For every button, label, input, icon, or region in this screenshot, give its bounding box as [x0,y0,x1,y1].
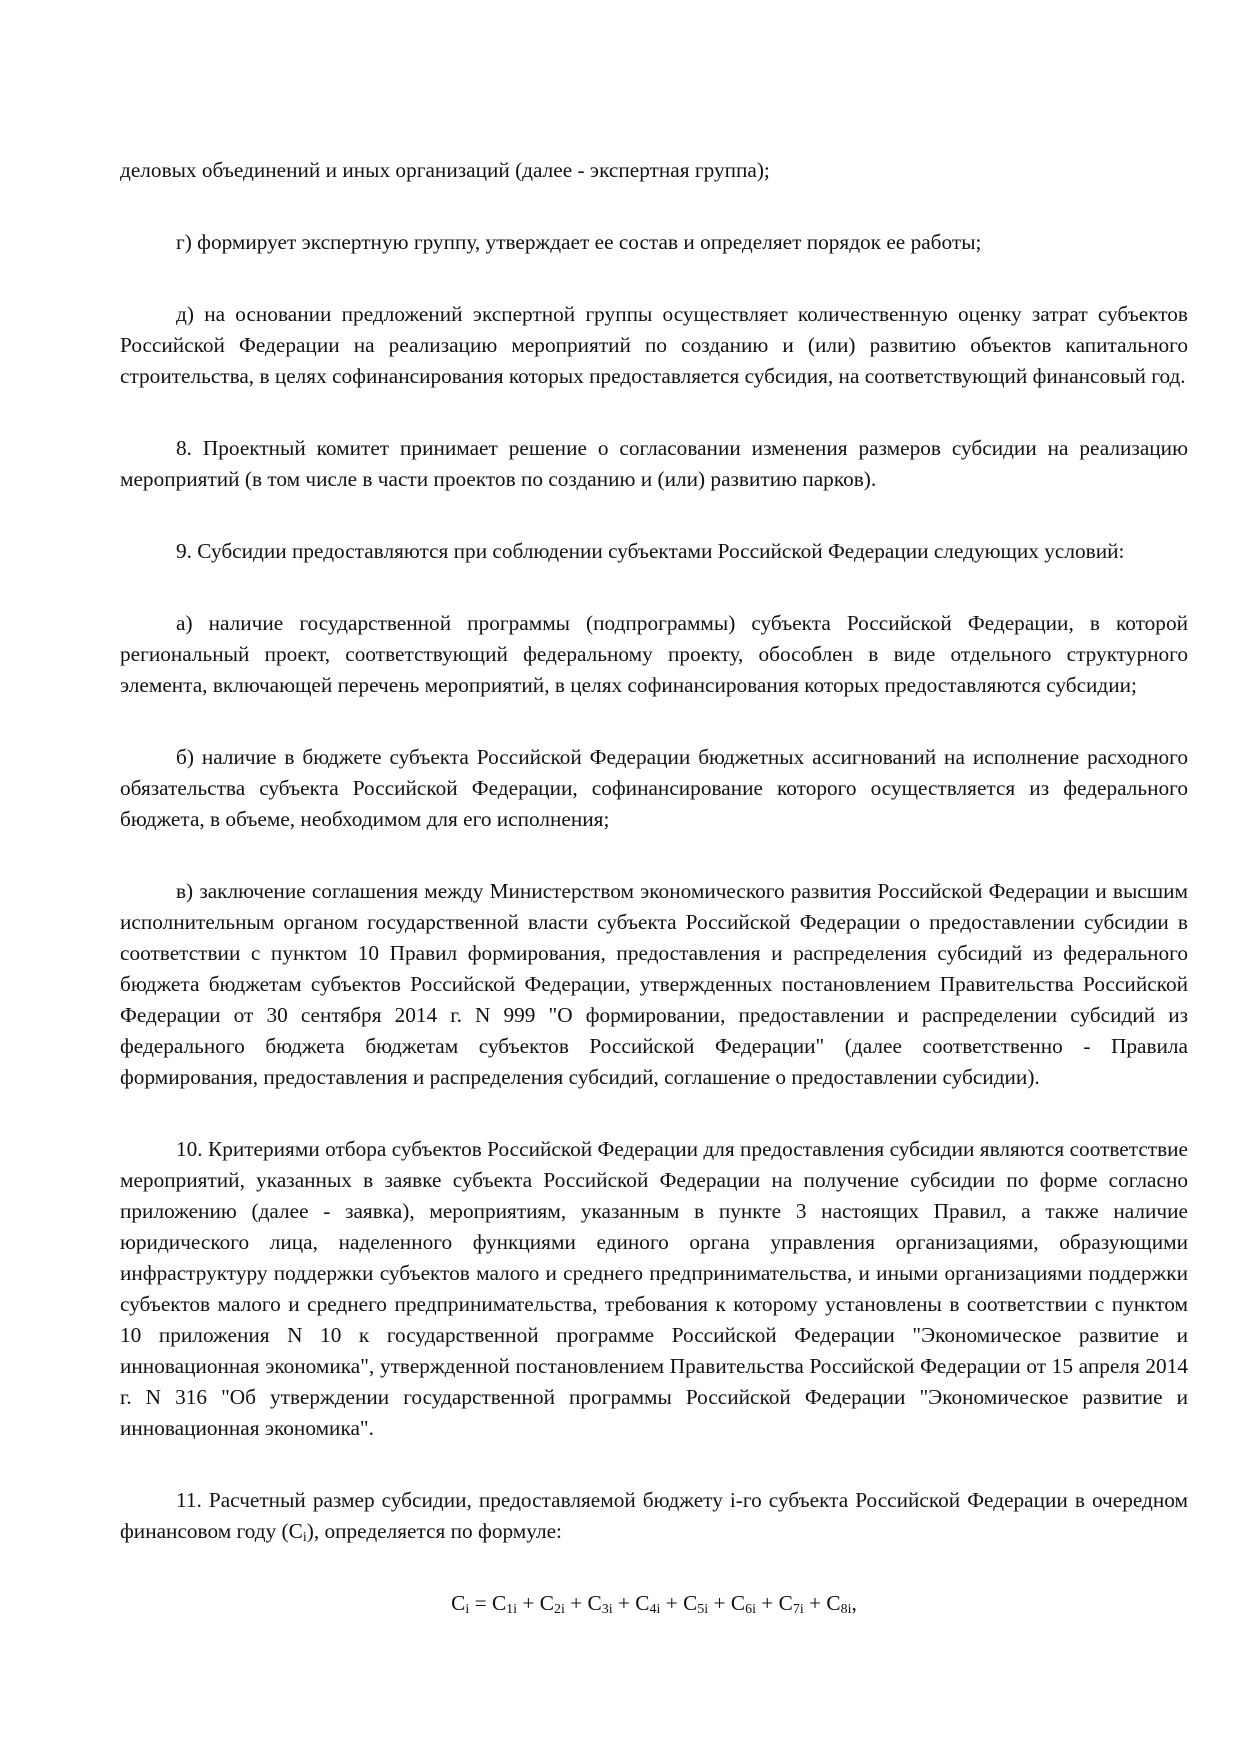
formula-term: C [826,1591,841,1615]
formula-term-sub: 3i [601,1602,613,1617]
formula-plus: + [564,1591,588,1615]
formula-term: C [491,1591,507,1615]
formula-lhs: C [451,1591,466,1615]
paragraph-continuation: деловых объединений и иных организаций (далее - экспертная группа); [120,158,770,182]
formula-plus: + [660,1591,684,1615]
paragraph-10: 10. Критериями отбора субъектов Российской Федерации для предоставления субсидии являются соответствие мероприятий, указанных в заявке субъекта Российской Федерации на получение субсидии по форме согласно приложению (далее - заявка), мероприятиям, указанным в пункте 3 настоящих Правил, а также наличие юридического лица, наделенного функциями единого органа управления организациями, образующими инфраструктуру поддержки субъектов малого и среднего предпринимательства, и иными организациями поддержки субъектов малого и среднего предпринимательства, требования к которому установлены в соответствии с пунктом 10 приложения N 10 к государственной программе Российской Федерации "Экономическое развитие и инновационная экономика", утвержденной постановлением Правительства Российской Федерации от 15 апреля 2014 г. N 316 "Об утверждении государственной программы Российской Федерации "Экономическое развитие и инновационная экономика". [120,1137,1188,1440]
paragraph-11-text-end: ), определяется по формуле: [306,1519,562,1543]
formula-term: C [635,1591,650,1615]
subscript: i [302,1530,307,1545]
formula-plus: + [517,1591,540,1615]
formula-term: C [778,1591,793,1615]
formula-term-sub: 6i [745,1602,756,1617]
formula-term: C [683,1591,698,1615]
paragraph-d: д) на основании предложений экспертной группы осуществляет количественную оценку затрат субъектов Российской Федерации на реализацию мероприятий по созданию и (или) развитию объектов капитального строительства, в целях софинансирования которых предоставляется субсидия, на соответствующий финансовый год. [120,302,1188,388]
paragraph-8: 8. Проектный комитет принимает решение о согласовании изменения размеров субсидии на реализацию мероприятий (в том числе в части проектов по созданию и (или) развитию парков). [120,436,1188,491]
paragraph-9v: в) заключение соглашения между Министерством экономического развития Российской Федерации и высшим исполнительным органом государственной власти субъекта Российской Федерации о предоставлении субсидии в соответствии с пунктом 10 Правил формирования, предоставления и распределения субсидий из федерального бюджета бюджетам субъектов Российской Федерации, утвержденных постановлением Правительства Российской Федерации от 30 сентября 2014 г. N 999 "О формировании, предоставлении и распределении субсидий из федерального бюджета бюджетам субъектов Российской Федерации" (далее соответственно - Правила формирования, предоставления и распределения субсидий, соглашение о предоставлении субсидии). [120,879,1188,1089]
formula-term-sub: 2i [553,1602,565,1617]
formula-plus: + [803,1591,827,1615]
formula-term-sub: 5i [697,1602,709,1617]
formula-term: C [730,1591,746,1615]
formula-term: C [539,1591,554,1615]
formula-end: , [851,1591,857,1615]
formula-plus: + [708,1591,731,1615]
formula [120,1588,1188,1619]
paragraph-11 [120,1485,1188,1547]
paragraph-9: 9. Субсидии предоставляются при соблюдении субъектами Российской Федерации следующих условий: [176,539,1125,563]
paragraph-9a: а) наличие государственной программы (подпрограммы) субъекта Российской Федерации, в которой региональный проект, соответствующий федеральному проекту, обособлен в виде отдельного структурного элемента, включающей перечень мероприятий, в целях софинансирования которых предоставляются субсидии; [120,611,1188,697]
formula-term-sub: 7i [792,1602,804,1617]
formula-lhs-sub: i [465,1602,470,1617]
formula-plus: + [755,1591,779,1615]
formula-term: C [587,1591,602,1615]
paragraph-g: г) формирует экспертную группу, утверждает ее состав и определяет порядок ее работы; [176,230,982,254]
formula-plus: + [612,1591,636,1615]
formula-term-sub: 1i [506,1602,518,1617]
formula-equals: = [469,1591,492,1615]
document-page [120,155,1188,1619]
paragraph-11-text: 11. Расчетный размер субсидии, предоставляемой бюджету i-го субъекта Российской Федерации в очередном финансовом году (C [120,1488,1188,1543]
paragraph-9b: б) наличие в бюджете субъекта Российской Федерации бюджетных ассигнований на исполнение расходного обязательства субъекта Российской Федерации, софинансирование которого осуществляется из федерального бюджета, в объеме, необходимом для его исполнения; [120,745,1188,831]
formula-term-sub: 8i [840,1602,852,1617]
formula-term-sub: 4i [649,1602,661,1617]
